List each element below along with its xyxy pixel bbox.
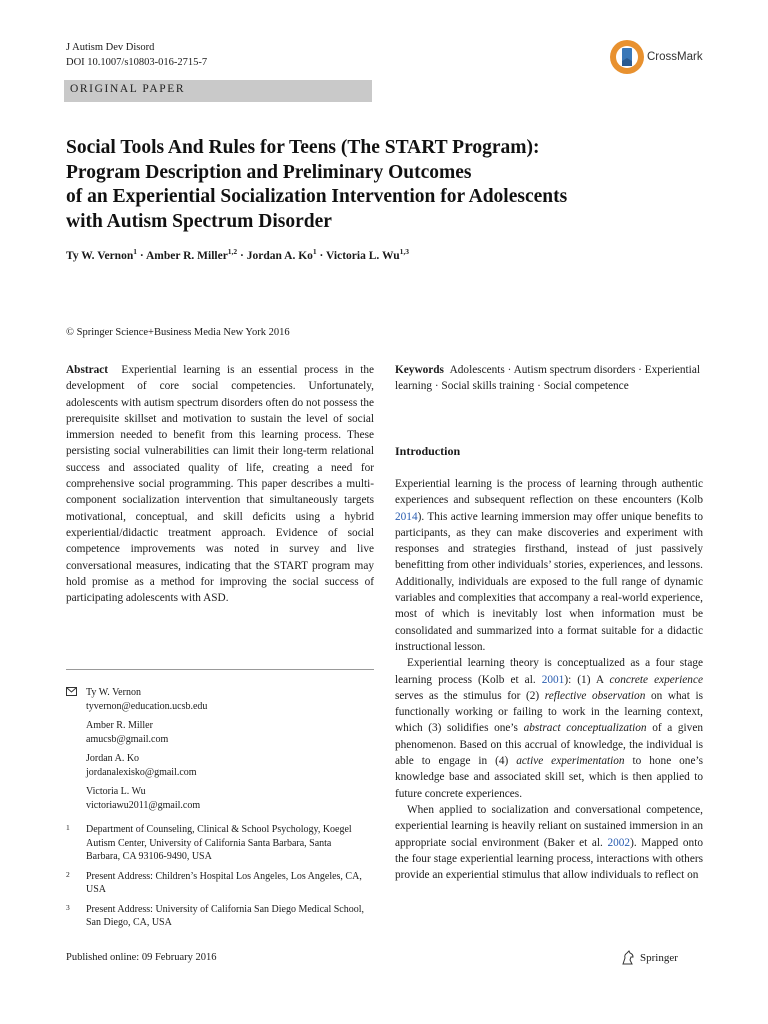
footnote-divider	[66, 669, 374, 670]
intro-paragraph: When applied to socialization and conversational competence, experiential learning is heavily reliant on sustained immersion in an appropriate social environment (Baker et al. 2002). Mapped onto the four stage experiential learning process, interactions with others provide an experiential stimulus that allow individuals to reflect on	[395, 803, 703, 882]
contact-name: Ty W. Vernon	[86, 687, 141, 698]
journal-name: J Autism Dev Disord	[66, 42, 155, 53]
keywords-text: Adolescents · Autism spectrum disorders · Experiential learning · Social skills training · Social competence	[395, 364, 700, 393]
affiliation-text: Department of Counseling, Clinical & School Psychology, Koegel Autism Center, University of California Santa Barbara, Santa Barbara, CA 93106-9490, USA	[86, 824, 352, 862]
author-name[interactable]: Ty W. Vernon	[66, 249, 134, 262]
springer-horse-icon	[620, 950, 636, 966]
publisher-name: Springer	[640, 952, 678, 964]
crossmark-label: CrossMark	[647, 51, 703, 63]
contact-entry	[66, 686, 374, 713]
citation-link[interactable]: 2014	[395, 510, 418, 523]
author-affil-sup: 1,2	[227, 247, 238, 256]
citation-link[interactable]: 2002	[607, 836, 631, 849]
title-line: of an Experiential Socialization Intervention for Adolescents	[66, 186, 568, 207]
abstract-text: Experiential learning is an essential process in the development of core social competencies. Unfortunately, adolescents with autism spectrum disorders often do not possess the prerequisite skillset and motivation to sustain the level of social immersion needed to benefit from this learning process. These persisting social vulnerabilities can limit their long-term relational success and associated quality of life, creating a need for comprehensive social programming. This paper describes a multi-component socialization intervention that simultaneously targets motivational, conceptual, and skill deficits using a hybrid experiential/didactic treatment approach. Evidence of social competence improvements was noted in survey and live conversational measures, indicating that the START program may hold promise as a method for improving the social success of participating adolescents with ASD.	[66, 364, 374, 605]
contact-email[interactable]: jordanalexisko@gmail.com	[86, 766, 197, 778]
affiliation-text: Present Address: University of California San Diego Medical School, San Diego, CA, USA	[86, 903, 365, 928]
journal-header	[66, 40, 207, 70]
author-affil-sup: 1,3	[399, 247, 410, 256]
crossmark-icon	[609, 37, 645, 77]
abstract-section	[66, 362, 374, 606]
contact-name: Jordan A. Ko	[86, 753, 140, 764]
author-separator: ·	[316, 249, 327, 262]
author-name[interactable]: Amber R. Miller	[145, 249, 228, 262]
author-separator: ·	[136, 249, 146, 262]
affiliations	[66, 823, 366, 936]
doi[interactable]: DOI 10.1007/s10803-016-2715-7	[66, 57, 208, 68]
contact-name: Amber R. Miller	[86, 720, 153, 731]
paper-title	[66, 136, 666, 234]
corresponding-contacts	[66, 686, 374, 818]
crossmark-badge[interactable]	[609, 37, 709, 77]
intro-paragraph: Experiential learning is the process of learning through authentic experiences and subsequent reflection on these encounters (Kolb 2014). This active learning immersion may offer unique benefits to participants, as they can make discoveries and experiment with responses and strategies firsthand, instead of just passively benefitting from other individuals’ stories, experiences, and lessons. Additionally, individuals are exposed to the full range of dynamic variables and complexities that accompany a real-world experience, most of which is inevitably lost when information must be consolidated and summarized into a format suitable for a didactic instructional lesson.	[395, 478, 703, 653]
contact-entry	[66, 785, 374, 812]
contact-email[interactable]: victoriawu2011@gmail.com	[86, 799, 201, 811]
contact-email[interactable]: amucsb@gmail.com	[86, 733, 169, 745]
copyright-notice: © Springer Science+Business Media New York 2016	[66, 327, 290, 338]
affiliation-text: Present Address: Children’s Hospital Los Angeles, Los Angeles, CA, USA	[86, 870, 362, 895]
contact-name: Victoria L. Wu	[86, 786, 146, 797]
introduction-heading: Introduction	[395, 444, 461, 458]
title-line: Program Description and Preliminary Outcomes	[66, 161, 472, 183]
affiliation-number: 3	[66, 902, 70, 912]
contact-entry	[66, 752, 374, 779]
contact-email[interactable]: tyvernon@education.ucsb.edu	[86, 700, 208, 712]
author-name[interactable]: Jordan A. Ko	[246, 249, 313, 262]
affiliation-entry	[66, 823, 366, 864]
introduction-body	[395, 476, 703, 883]
keywords-section	[395, 362, 703, 395]
author-list	[66, 247, 686, 262]
article-type: ORIGINAL PAPER	[70, 83, 186, 95]
author-affil-sup: 1	[133, 247, 137, 256]
keywords-label: Keywords	[395, 364, 444, 376]
citation-link[interactable]: 2001	[541, 673, 565, 686]
contact-entry	[66, 719, 374, 746]
intro-paragraph: Experiential learning theory is conceptualized as a four stage learning process (Kolb et al. 2001): (1) A concrete experience serves as the stimulus for (2) reflective observation on what is functionally working or failing to work in the learning context, which (3) solidifies one’s abstract conceptualization of a given phenomenon. Based on this accrual of knowledge, the individual is able to engage in (4) active experimentation to hone one’s knowledge base and associated skill set, which is then applied to future concrete experiences.	[395, 657, 704, 800]
affiliation-number: 1	[66, 823, 70, 832]
abstract-label: Abstract	[66, 364, 109, 376]
article-type-banner	[64, 80, 372, 102]
affiliation-entry	[66, 870, 366, 897]
title-line: Social Tools And Rules for Teens (The START Program):	[66, 137, 540, 158]
envelope-icon	[66, 687, 77, 696]
author-affil-sup: 1	[312, 247, 317, 256]
affiliation-number: 2	[66, 869, 70, 879]
author-name[interactable]: Victoria L. Wu	[326, 249, 400, 262]
author-separator: ·	[237, 249, 247, 262]
title-line: with Autism Spectrum Disorder	[66, 210, 332, 232]
affiliation-entry	[66, 903, 366, 930]
publisher-logo	[620, 950, 678, 966]
published-date: Published online: 09 February 2016	[66, 952, 217, 963]
